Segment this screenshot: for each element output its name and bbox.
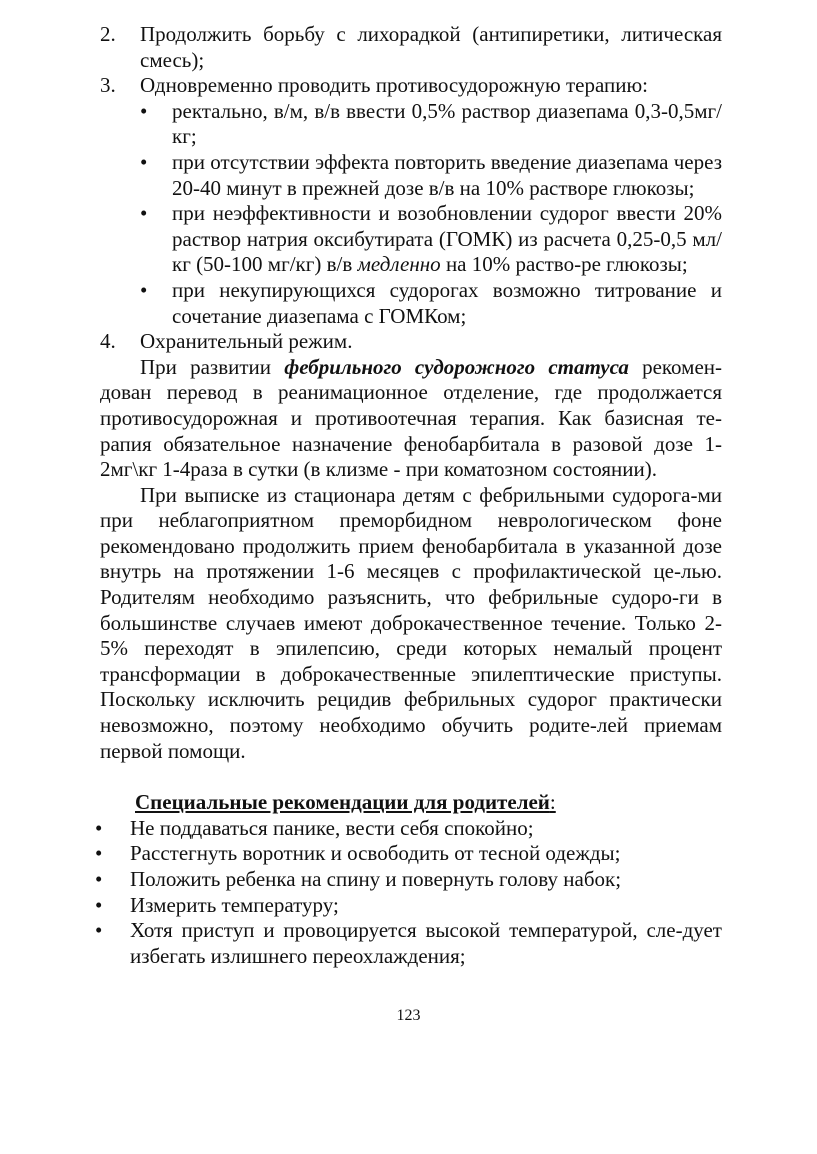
list-item-2: [100, 22, 722, 73]
paragraph-text: При выписке из стационара детям с фебрильными судорога-ми при неблагоприятном преморбидном неврологическом фоне рекомендовано продолжить прием фенобарбитала в указанной дозе внутрь на протяжении 1-6 месяцев с профилактической це-лью. Родителям необходимо разъяснить, что фебрильные судоро-ги в большинстве случаев имеют доброкачественное течение. Только 2-5% переходят в эпилепсию, среди которых немалый процент трансформации в доброкачественные эпилептические приступы. Поскольку исключить рецидив фебрильных судорог практически невозможно, поэтому необходимо обучить родите-лей приемам первой помощи.: [100, 482, 722, 763]
recommendation-item: [95, 918, 722, 969]
list-item-text: Продолжить борьбу с лихорадкой (антипиретики, литическая смесь);: [140, 22, 722, 72]
bullet-icon: •: [95, 918, 103, 943]
recommendation-item: [95, 893, 722, 919]
therapy-bullet-text: при некупирующихся судорогах возможно титрование и сочетание диазепама с ГОМКом;: [172, 277, 722, 328]
recommendation-text: Измерить температуру;: [130, 892, 339, 917]
therapy-bullet: [140, 278, 722, 329]
list-item-text: Охранительный режим.: [140, 329, 353, 354]
therapy-bullet-text: при неэффективности и возобновлении судорог ввести 20% раствор натрия оксибутирата (ГОМК) из расчета 0,25-0,5 мл/кг (50-100 мг/кг) в/в: [172, 201, 722, 277]
paragraph-discharge: [100, 483, 722, 765]
bullet-icon: •: [95, 815, 103, 840]
recommendation-text: Не поддаваться панике, вести себя спокойно;: [130, 815, 534, 840]
bullet-icon: •: [95, 892, 103, 917]
therapy-bullet-text-tail: на 10% раство-ре глюкозы;: [440, 252, 688, 277]
section-heading-text: Специальные рекомендации для родителей: [135, 790, 550, 815]
italic-emphasis: медленно: [357, 252, 441, 277]
bullet-icon: •: [140, 201, 148, 226]
paragraph-text: При развитии: [140, 354, 285, 379]
therapy-bullet-text: при отсутствии эффекта повторить введение диазепама через 20-40 минут в прежней дозе в/в на 10% растворе глюкозы;: [172, 149, 722, 200]
page-number: 123: [396, 1007, 421, 1024]
document-page: [95, 22, 722, 969]
bullet-icon: •: [95, 867, 103, 891]
bullet-icon: •: [140, 98, 148, 123]
bullet-icon: •: [140, 277, 148, 302]
list-item-text: Одновременно проводить противосудорожную терапию:: [140, 73, 648, 98]
section-heading-colon: :: [549, 790, 556, 815]
paragraph-text-tail: рекомен-дован перевод в реанимационное отделение, где продолжается противосудорожная и противоотечная терапия. Как базисная те-рапия обязательное назначение фенобарбитала в разовой дозе 1-2мг\кг 1-4раза в сутки (в клизме - при коматозном состоянии).: [100, 354, 722, 482]
recommendation-text: Положить ребенка на спину и повернуть голову набок;: [130, 867, 622, 891]
bullet-icon: •: [140, 149, 148, 174]
bullet-icon: •: [95, 841, 103, 866]
list-item-3: [100, 73, 722, 329]
therapy-bullet-list: [140, 99, 722, 329]
recommendation-text: Расстегнуть воротник и освободить от тесной одежды;: [130, 841, 621, 866]
therapy-bullet: [140, 150, 722, 201]
paragraph-status: [100, 355, 722, 483]
list-number: 3.: [100, 73, 116, 98]
recommendation-item: [95, 867, 722, 893]
list-number: 2.: [100, 22, 116, 46]
list-item-4: [100, 329, 722, 355]
section-heading: [100, 790, 722, 816]
bold-italic-emphasis: фебрильного судорожного статуса: [284, 354, 629, 379]
recommendation-item: [95, 816, 722, 842]
list-number: 4.: [100, 329, 116, 354]
therapy-bullet: [140, 99, 722, 150]
therapy-bullet-text: ректально, в/м, в/в ввести 0,5% раствор диазепама 0,3-0,5мг/кг;: [172, 98, 722, 149]
parent-recommendations-list: [95, 816, 722, 970]
recommendation-item: [95, 841, 722, 867]
recommendation-text: Хотя приступ и провоцируется высокой температурой, сле-дует избегать излишнего переохлаждения;: [130, 918, 722, 968]
therapy-bullet: [140, 201, 722, 278]
